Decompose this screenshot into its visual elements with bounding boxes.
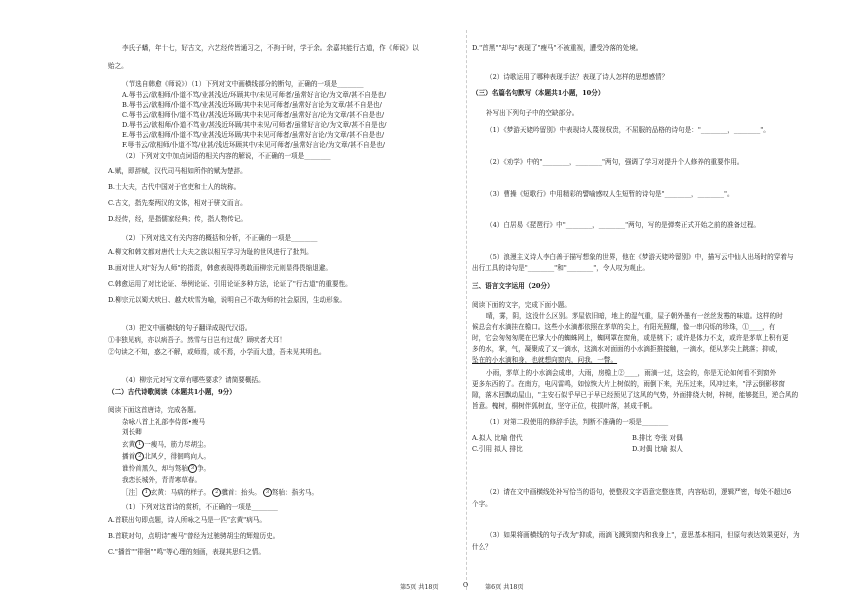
option-d: D.柳宗元以蜀犬吠日、越犬吠雪为喻，说明自己不敢为师的社会原因，生动形象。 [108,296,346,304]
page-number-left: 第5页 共18页 [400,584,439,591]
option-b: B.面对世人对"好为人师"的指责，韩愈表现得勇敢而柳宗元则显得畏缩退避。 [108,264,333,272]
underlined-sentence: 坠在的小水滴和身，也就想向窗内，问我，一瞥。 [472,356,618,364]
translation-sentence-2: ②句读之不知，惑之不解，或师焉，或不焉，小学而大遗，吾未见其明也。 [108,348,326,356]
poem-line-3: 谁怜首黑久，却与驽骀 3 争。 [122,464,211,473]
question-stem: （4）柳宗元对写文章有哪些要求？请简要概括。 [122,376,265,384]
poem-line-2: 播首 2 北风夕，徘徊鸣向人。 [122,452,211,461]
passage-line: 旨意。槐树，桐树伴狐树直，坚守正位，枝损叶落，甚成千帆。 [472,402,657,410]
section-heading: （三）名篇名句默写（本题共1小题，10分） [472,89,605,97]
footer-separator: O [463,582,469,589]
option-a: A.拟人 比喻 借代 [472,434,523,442]
option-a: A.柳文和韩文都对唐代士大夫之族以相互学习为耻的世风进行了批判。 [108,248,313,256]
option-c: C.韩愈运用了对比论证、举例论证、引用论证多种方法，论证了"行古道"的重要性。 [108,280,352,288]
question-stem: （2）诗歌运用了哪种表现手法？表现了诗人怎样的思想感情？ [486,73,669,81]
passage-line: 多的水，掌，气，凝聚成了又一滴水，这滴水对面面的小水滴拒推接触，一滴水，便从茅尖上跳落；抑或， [472,345,782,353]
option-a: A.首联出句即点题，诗人所咏之马是一匹"玄黄"病马。 [108,516,266,524]
note-marker-1: 1 [135,440,144,449]
question-stem: （3）如果将画横线的句子改为"抑或，雨滴飞溅到窗内和我身上"，意思基本相同，但原句表达效果更好，为 [486,531,800,539]
passage-line: 贻之。 [108,62,128,70]
fill-blank-3: （3）曹操《短歌行》中用精彩的譬喻感叹人生短暂的诗句是"________，________"。 [486,190,734,198]
instruction: 补写出下列句子中的空缺部分。 [486,109,579,117]
fill-blank-1: （1）《梦游天姥吟留别》中表现诗人蔑视权贵，不屈服的品格的诗句是："________，________"。 [486,126,770,134]
note-marker-2: 2 [135,452,144,461]
fill-blank-2: （2）《劝学》中的"________，________"两句，强调了学习对提升个人修养的重要作用。 [486,158,744,166]
passage-line: 晴，雾，阴，这没什么区别。茅屋依旧暗，地上的湿气重，屋子朝外墨有一丝丝发霉的味道。这样的时 [486,312,783,320]
option-d: D.对偶 比喻 拟人 [632,445,683,453]
page-number-right: 第6页 共18页 [485,584,524,591]
passage-line: 候总会有水滴挂在檐口。这些小水滴都依照在茅草的尖上，有阳光照耀，像一串闪烁的珍珠，①____，有 [472,323,776,331]
note-marker-1: 1 [142,488,151,497]
option-d: D.辱书云/欲相师/仆道不笃业/甚浅近环顾/其中未见/可师者/虽常好言论/为文章/甚不自是也/ [122,121,387,129]
passage-line: 李氏子蟠，年十七，好古文，六艺经传皆通习之，不拘于时，学于余。余嘉其能行古道，作《师说》以 [122,44,419,52]
option-b: B.士大夫，古代中国对于官吏和士人的统称。 [108,183,241,191]
poem-author: 刘长卿 [122,428,142,436]
option-d: D.经传，经，是指儒家经典；传，指人物传记。 [108,215,248,223]
option-c: C.引用 拟人 排比 [472,445,523,453]
option-c: C.辱书云/欲相师仆/道不笃业/甚浅近环顾/其中未见可师者/虽常好言/论为文章/甚不自是也/ [122,111,385,119]
fill-blank-5-cont: 出行工具的诗句是"________"和"________"，令人叹为观止。 [472,264,649,272]
page-divider [466,30,467,590]
translation-sentence-1: ①非独见病，亦以病吾子。然雪与日岂有过哉？顾吠者犬耳！ [108,336,287,344]
fill-blank-4: （4）白居易《琵琶行》中"________，________"两句，写的是弹奏正式开始之前的准备过程。 [486,221,761,229]
option-b: B.辱书云/欲相师/仆道不笃/业甚浅近环顾/其中未见可师者/虽常好言论为文章/甚不自是也/ [122,101,382,109]
option-f: F.辱书云/欲相师/仆道不笃/业甚/浅近环顾其中/未见可师者/虽常好言论/为文章/甚不自是也/ [122,141,386,149]
poem-line-1: 玄黄 1 一瘦马，筋力尽胡尘。 [122,440,211,449]
note-marker-3: 3 [263,488,272,497]
question-stem: （2）下列对文中加点词语的相关内容的解说，不正确的一项是________ [122,152,331,160]
question-stem: （1）对第二段使用的修辞手法，判断不准确的一项是________ [486,418,669,426]
passage-line: 隙，落木回飘动屋山，"主安石似乎早已于早已经预见了这风的气势，外面排绕大树，梓树，能够挺旦，逆合风的 [472,391,799,399]
fill-blank-5: （5）浪漫主义诗人李白善于描写想象的世界，他在《梦游天姥吟留别》中，描写云中仙人出场时的穿着与 [486,253,794,261]
note-marker-3: 3 [188,464,197,473]
option-a: A.辱书云/欲相师/仆道不笃/业甚浅近/环顾其中/未见可师者/虽常好言论/为文章/甚不自是也/ [122,91,387,99]
question-stem-cont: 什么？ [472,543,492,551]
poem-line-4: 我恋长城外，青青寒草春。 [122,476,202,484]
question-stem: （3）把文中画横线的句子翻译成现代汉语。 [122,324,252,332]
instruction: 阅读下面这首唐诗，完成各题。 [108,406,201,414]
section-heading: （二）古代诗歌阅读（本题共1小题，9分） [108,388,236,396]
question-stem: （2）下列对选文有关内容的概括和分析，不正确的一项是________ [122,234,318,242]
option-c: C.古文，指先秦两汉的文体，相对于骈文而言。 [108,199,247,207]
passage-line: 更多东西的了。在南方，电闪雷鸣，如惊恢大片上树似的，雨倒下来，光压过来，风冲过来，"浮云倒影移窗 [472,380,785,388]
question-stem: （节选自韩愈《师说》）（1）下列对文中画横线部分的断句，正确的一项是________ [122,80,364,88]
instruction: 阅读下面的文字，完成下面小题。 [472,301,571,309]
passage-line: 小雨，茅草上的小水滴会成串，大雨，房檐上②____，雨滴一过，这会的，你是无论如何看不到窗外 [486,369,777,377]
note-marker-2: 2 [212,488,221,497]
passage-line: 时，它会匆匆匆爬在巴掌大小的蜘蛛网上，蜘网罩在窗角，或是桃下；或许是体力不支，或许是茅草上积有更 [472,334,789,342]
question-stem-cont: 个字。 [472,500,492,508]
option-b: B.排比 夸张 对偶 [632,434,683,442]
option-e: E.辱书云/欲相师/仆道不笃/业甚浅近环顾/其中未见可师者/虽常好言论/为文章/甚不自是也/ [122,131,385,139]
poem-notes: ［注］ 1 玄黄：马病的样子。 2 骥首：抬头。 3 驽骀：指劣马。 [122,488,319,497]
question-stem: （2）请在文中画横线处补写恰当的语句，使整段文字语意完整连贯，内容贴切，逻辑严密，每处不超过6 [486,488,792,496]
question-stem: （1）下列对这首诗的赏析，不正确的一项是________ [122,503,278,511]
option-d: D."首黑""却与"表现了"瘦马"不被重视，遭受冷落的处境。 [472,44,643,52]
option-c: C."播首""徘徊""鸣"等心理的刻画，表现其思归之情。 [108,548,265,556]
option-b: B.首联对句，点明诗"瘦马"曾经为过驰骋胡尘的辉煌历史。 [108,532,280,540]
poem-title: 杂咏八首上礼部李侍郎•瘦马 [122,418,206,426]
section-heading: 三、语言文字运用（20分） [472,282,554,290]
option-a: A.赋，即辞赋，汉代司马相如所作的赋为楚辞。 [108,167,247,175]
